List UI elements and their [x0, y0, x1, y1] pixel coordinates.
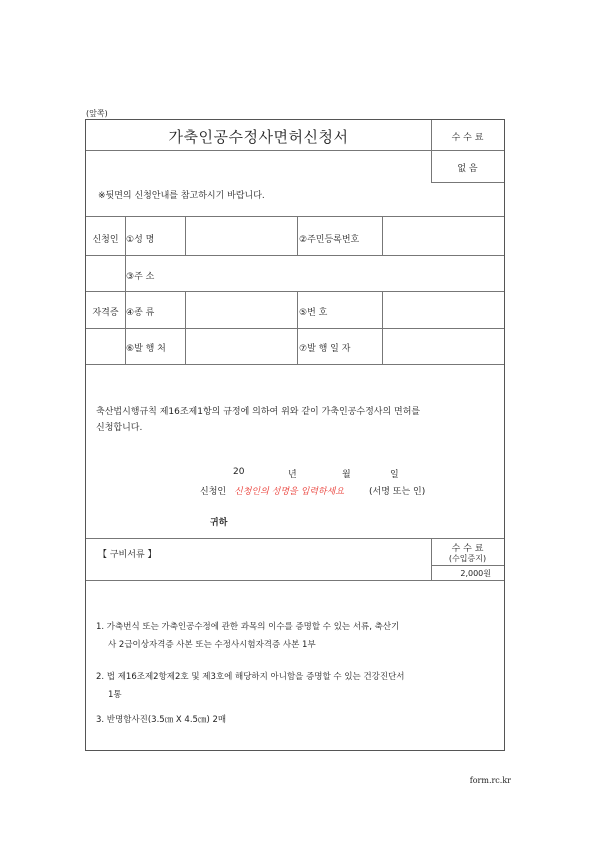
date-day-unit: 일 — [390, 470, 399, 480]
signature-prefix: 신청인 — [200, 487, 227, 497]
documents-fee-amount: 2,000원 — [460, 569, 491, 578]
license-number-field[interactable] — [383, 292, 503, 327]
issue-date-label: ⑦발 행 일 자 — [299, 344, 351, 354]
rule — [86, 150, 504, 151]
statement-line-1: 축산법시행규칙 제16조제1항의 규정에 의하여 위와 같이 가축인공수정사의 면허를 — [96, 407, 421, 417]
license-type-field[interactable] — [186, 292, 296, 327]
document-item-1-line-2: 사 2급이상자격증 사본 또는 수정사시험자격증 사본 1부 — [108, 640, 316, 650]
rule — [86, 580, 504, 581]
date-year-unit: 년 — [288, 470, 297, 480]
source-footer: form.rc.kr — [469, 776, 511, 785]
page-side-label: (앞쪽) — [86, 109, 108, 118]
document-item-3: 3. 반명함사진(3.5㎝ X 4.5㎝) 2매 — [96, 715, 227, 725]
document-item-1-line-1: 1. 가축번식 또는 가축인공수정에 관한 과목의 이수를 증명할 수 있는 서류, 축산기 — [96, 622, 400, 632]
documents-fee-label: 수 수 료 — [451, 544, 484, 554]
statement-line-2: 신청합니다. — [96, 423, 143, 433]
rule — [86, 364, 504, 365]
applicant-section-label: 신청인 — [92, 235, 119, 245]
license-type-label: ④종 류 — [126, 308, 155, 318]
rule — [297, 216, 298, 255]
license-number-label: ⑤번 호 — [299, 308, 328, 318]
issuer-label: ⑥발 행 처 — [126, 344, 166, 354]
date-year: 20 — [233, 467, 245, 477]
signature-input[interactable]: 신청인의 성명을 입력하세요 — [234, 487, 345, 497]
name-label: ①성 명 — [126, 235, 155, 245]
fee-value: 없 음 — [457, 164, 478, 174]
issue-date-field[interactable] — [383, 329, 503, 363]
resident-id-label: ②주민등록번호 — [299, 235, 360, 245]
signature-suffix: (서명 또는 인) — [369, 487, 426, 497]
rule — [86, 538, 504, 539]
addressee: 귀하 — [210, 518, 228, 528]
rule — [297, 291, 298, 364]
document-item-2-line-2: 1통 — [108, 690, 122, 700]
documents-header: 【 구비서류 】 — [98, 550, 157, 560]
documents-fee-sub: (수입증지) — [448, 554, 487, 563]
issuer-field[interactable] — [186, 329, 296, 363]
rule — [431, 565, 504, 566]
document-item-2-line-1: 2. 법 제16조제2항제2호 및 제3호에 해당하지 아니함을 증명할 수 있는 건강진단서 — [96, 672, 405, 682]
form-title: 가축인공수정사면허신청서 — [168, 128, 349, 146]
date-month-unit: 월 — [342, 470, 351, 480]
address-label: ③주 소 — [126, 272, 155, 282]
application-form — [85, 119, 505, 751]
notice-text: ※뒷면의 신청안내를 참고하시기 바랍니다. — [98, 191, 265, 201]
rule — [431, 182, 504, 183]
fee-label: 수 수 료 — [451, 133, 484, 143]
address-field[interactable] — [186, 256, 503, 290]
license-section-label: 자격증 — [92, 308, 119, 318]
name-field[interactable] — [186, 217, 296, 254]
resident-id-field[interactable] — [383, 217, 503, 254]
